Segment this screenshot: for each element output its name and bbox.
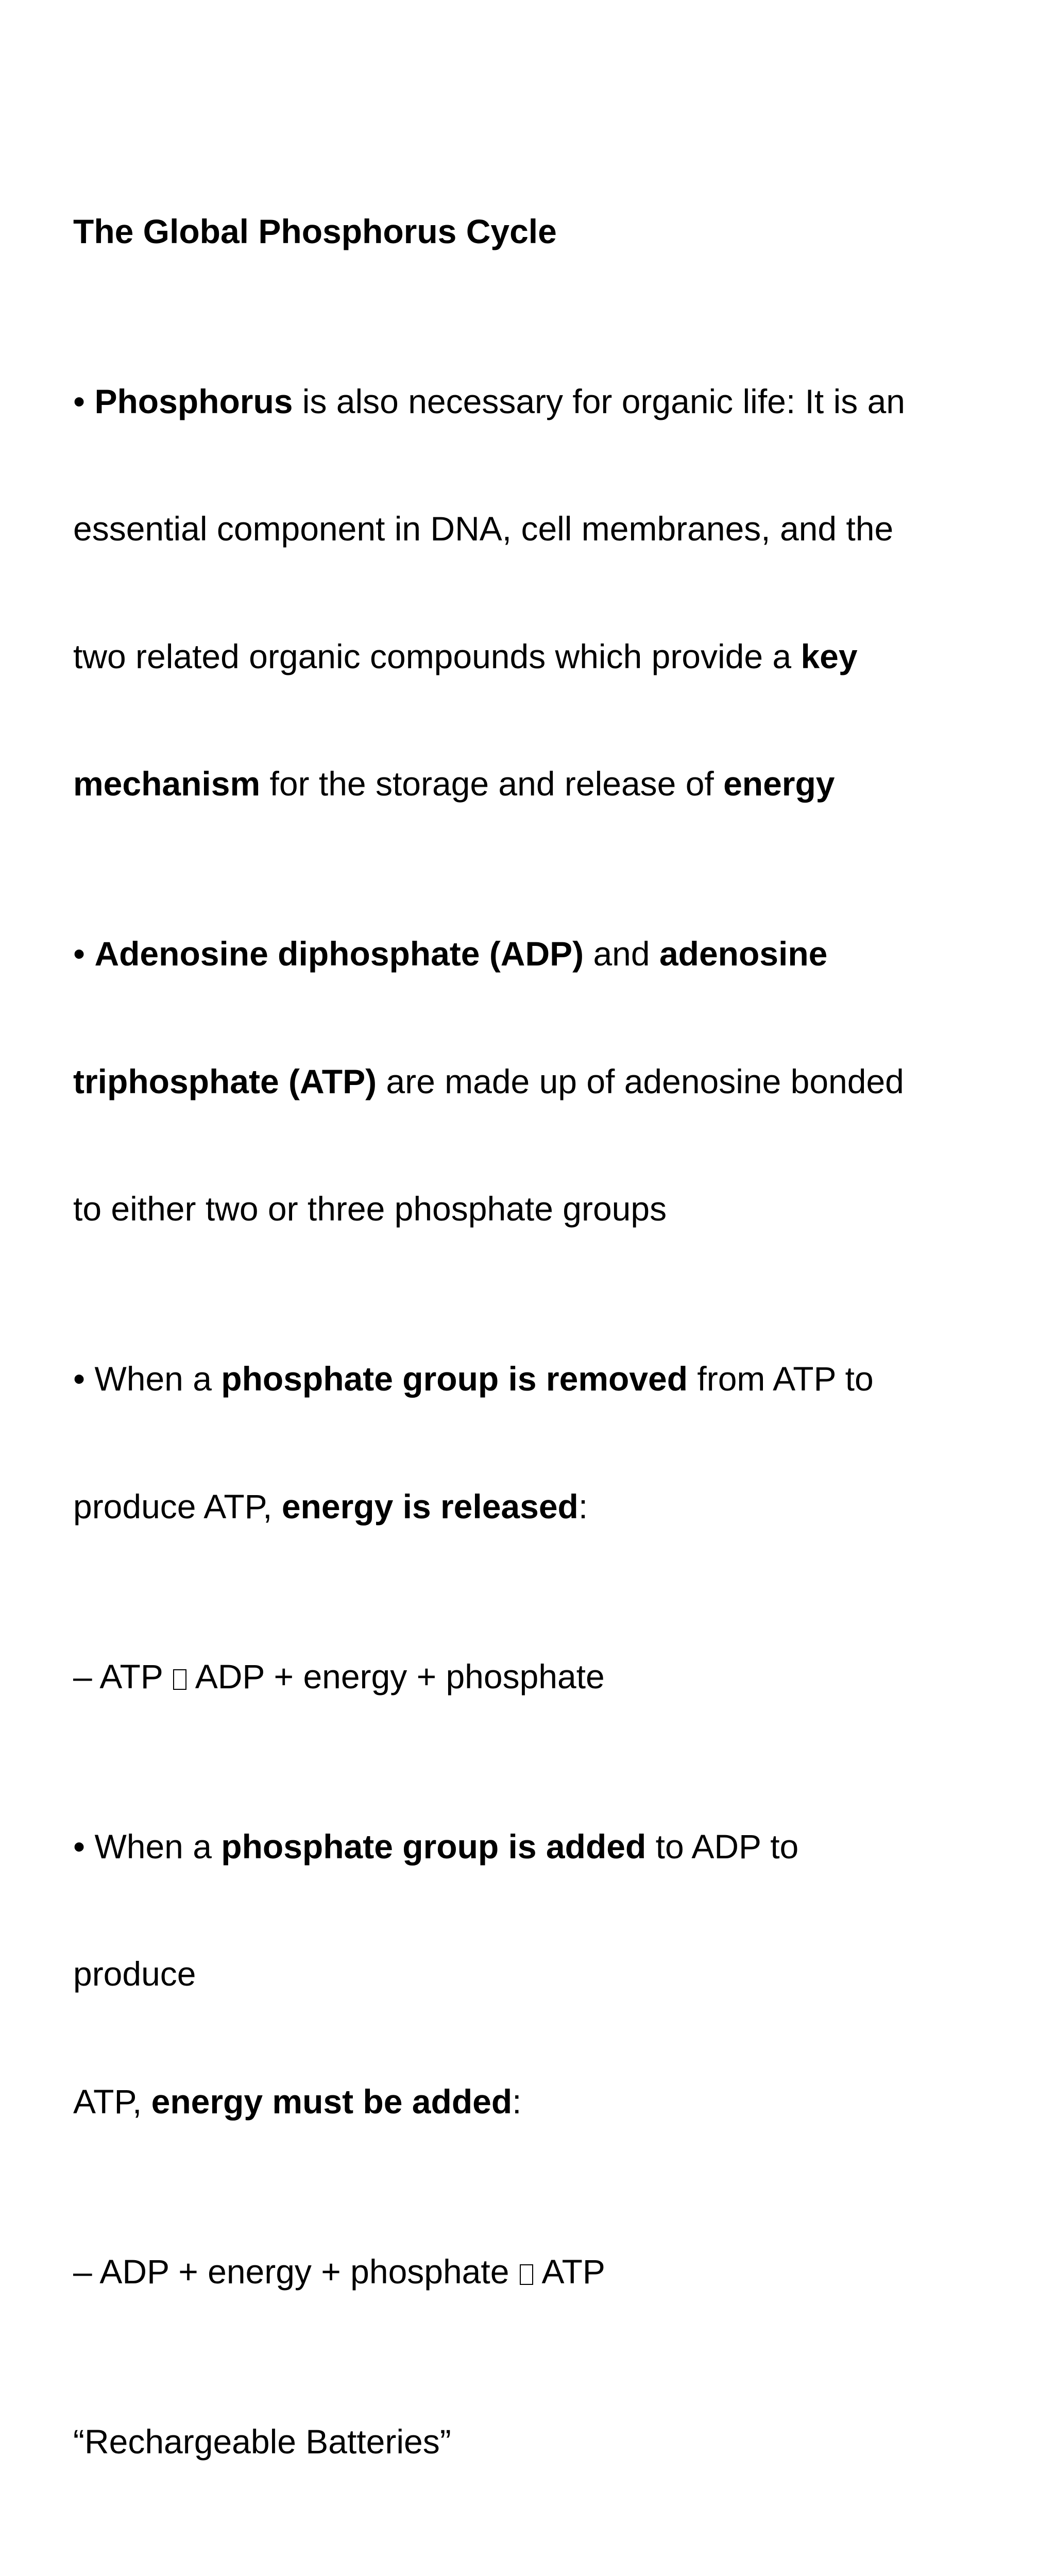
bullet-marker: •: [73, 382, 95, 420]
bullet-marker: • When a: [73, 1827, 222, 1866]
term-adenosine: adenosine: [659, 935, 828, 973]
text-span: :: [578, 1487, 588, 1526]
bullet-1-line-3: [73, 635, 1011, 678]
bullet-4-line-1: [73, 1825, 1011, 1868]
equation-right: ATP: [534, 2252, 605, 2291]
term-atp: triphosphate (ATP): [73, 1062, 377, 1100]
footer-quote: [73, 2420, 1011, 2463]
text-span: are made up of adenosine bonded: [377, 1062, 904, 1100]
title-text: The Global Phosphorus Cycle: [73, 212, 557, 250]
term-phosphorus: Phosphorus: [94, 382, 293, 420]
text-span: to ADP to: [646, 1827, 799, 1866]
text-span: to either two or three phosphate groups: [73, 1190, 667, 1228]
missing-arrow-glyph-icon: [520, 2264, 533, 2285]
text-span: for the storage and release of: [260, 765, 724, 803]
text-span: two related organic compounds which provide a: [73, 637, 801, 675]
equation-left: – ATP: [73, 1657, 173, 1696]
text-span: from ATP to: [688, 1360, 874, 1398]
bullet-2-line-2: [73, 1060, 1011, 1103]
text-span: is also necessary for organic life: It is an: [293, 382, 905, 420]
bullet-2-line-3: [73, 1188, 1011, 1230]
bullet-3-line-2: [73, 1485, 1011, 1528]
term-energy: energy: [723, 765, 835, 803]
footer-text: “Rechargeable Batteries”: [73, 2422, 451, 2461]
text-span: essential component in DNA, cell membranes, and the: [73, 510, 894, 548]
bullet-4-line-2: [73, 1953, 1011, 1995]
equation-2: [73, 2250, 1011, 2293]
bullet-1-line-2: [73, 507, 1011, 550]
text-span: ATP,: [73, 2082, 151, 2121]
text-span: and: [584, 935, 659, 973]
bullet-1-line-1: [73, 380, 1011, 423]
equation-1: [73, 1655, 1011, 1698]
bullet-marker: •: [73, 935, 95, 973]
term-energy-added: energy must be added: [151, 2082, 513, 2121]
equation-right: ADP + energy + phosphate: [188, 1657, 605, 1696]
slide-title: [73, 210, 1011, 253]
term-key: key: [801, 637, 858, 675]
missing-arrow-glyph-icon: [173, 1669, 186, 1690]
slide-content: [73, 82, 1011, 2576]
term-mechanism: mechanism: [73, 765, 261, 803]
text-span: :: [512, 2082, 522, 2121]
term-energy-released: energy is released: [281, 1487, 578, 1526]
term-adp: Adenosine diphosphate (ADP): [94, 935, 584, 973]
text-span: produce ATP,: [73, 1487, 282, 1526]
equation-left: – ADP + energy + phosphate: [73, 2252, 519, 2291]
bullet-3-line-1: [73, 1358, 1011, 1400]
term-phosphate-added: phosphate group is added: [221, 1827, 646, 1866]
bullet-2-line-1: [73, 933, 1011, 975]
bullet-1-line-4: [73, 762, 1011, 805]
bullet-marker: • When a: [73, 1360, 222, 1398]
text-span: produce: [73, 1955, 196, 1993]
bullet-4-line-3: [73, 2080, 1011, 2123]
term-phosphate-removed: phosphate group is removed: [221, 1360, 688, 1398]
